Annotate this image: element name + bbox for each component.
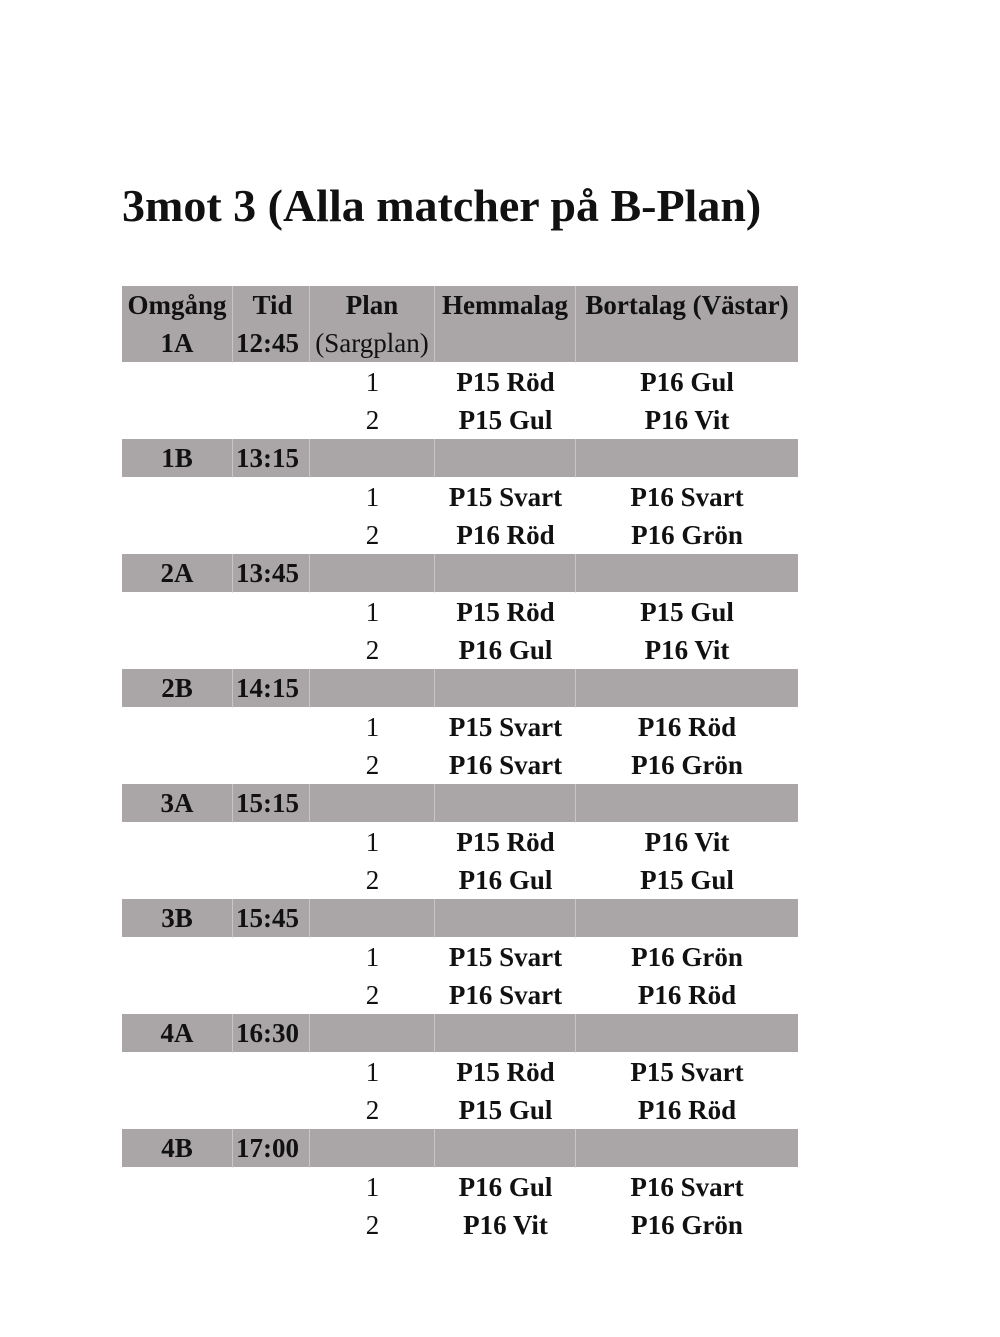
match-row xyxy=(122,746,798,784)
round-home-empty xyxy=(435,554,576,593)
match-row xyxy=(122,1206,798,1244)
match-tid-empty xyxy=(233,1053,310,1091)
round-away-empty xyxy=(576,784,798,823)
match-row xyxy=(122,1091,798,1129)
round-tid: 12:45 xyxy=(233,324,310,363)
round-away-empty xyxy=(576,1014,798,1053)
round-tid: 14:15 xyxy=(233,669,310,708)
match-away-team: P16 Vit xyxy=(644,827,730,857)
round-home-empty xyxy=(435,899,576,938)
match-omgang-empty xyxy=(122,1168,233,1206)
match-row xyxy=(122,401,798,439)
match-tid-empty xyxy=(233,478,310,516)
round-tid: 16:30 xyxy=(233,1014,310,1053)
round-home-empty xyxy=(435,669,576,708)
match-tid-empty xyxy=(233,823,310,861)
match-plan: 2 xyxy=(365,520,380,550)
match-omgang-empty xyxy=(122,823,233,861)
round-omgang: 3B xyxy=(122,899,233,938)
match-away-team: P16 Grön xyxy=(631,942,743,972)
match-home-team: P16 Gul xyxy=(458,1172,553,1202)
round-plan-note xyxy=(310,784,435,823)
match-away-team: P16 Röd xyxy=(637,1095,737,1125)
match-away-team: P16 Grön xyxy=(631,750,743,780)
match-home-team: P16 Vit xyxy=(463,1210,548,1240)
header-hemmalag: Hemmalag xyxy=(435,286,576,324)
match-omgang-empty xyxy=(122,976,233,1014)
match-away-team: P16 Vit xyxy=(644,635,730,665)
match-tid-empty xyxy=(233,708,310,746)
page-title: 3mot 3 (Alla matcher på B-Plan) xyxy=(122,180,762,231)
round-row xyxy=(122,1129,798,1168)
round-plan-note: (Sargplan) xyxy=(310,324,435,363)
match-row xyxy=(122,1053,798,1091)
match-home-team: P16 Röd xyxy=(456,520,555,550)
match-omgang-empty xyxy=(122,1053,233,1091)
match-home-team: P15 Svart xyxy=(448,942,563,972)
round-omgang: 3A xyxy=(122,784,233,823)
header-tid: Tid xyxy=(233,286,310,324)
round-omgang: 2B xyxy=(122,669,233,708)
match-omgang-empty xyxy=(122,631,233,669)
match-tid-empty xyxy=(233,593,310,631)
schedule-body xyxy=(122,286,798,1244)
match-away-team: P15 Svart xyxy=(630,1057,744,1087)
match-plan: 2 xyxy=(365,980,380,1010)
match-home-team: P15 Röd xyxy=(456,597,555,627)
match-plan: 2 xyxy=(365,405,380,435)
match-home-team: P15 Gul xyxy=(458,405,553,435)
match-away-team: P16 Röd xyxy=(637,980,737,1010)
round-tid: 13:15 xyxy=(233,439,310,478)
match-plan: 2 xyxy=(365,635,380,665)
round-tid: 15:45 xyxy=(233,899,310,938)
match-omgang-empty xyxy=(122,478,233,516)
round-home-empty xyxy=(435,439,576,478)
match-home-team: P15 Gul xyxy=(458,1095,553,1125)
round-omgang: 1A xyxy=(122,324,233,363)
round-tid: 13:45 xyxy=(233,554,310,593)
round-away-empty xyxy=(576,899,798,938)
header-omgang: Omgång xyxy=(122,286,233,324)
match-tid-empty xyxy=(233,746,310,784)
schedule-table xyxy=(122,286,798,1244)
round-away-empty xyxy=(576,1129,798,1168)
match-plan: 2 xyxy=(365,865,380,895)
match-away-team: P15 Gul xyxy=(640,865,734,895)
round-row xyxy=(122,899,798,938)
match-plan: 2 xyxy=(365,1210,380,1240)
round-omgang: 4A xyxy=(122,1014,233,1053)
match-home-team: P15 Röd xyxy=(456,1057,555,1087)
match-away-team: P16 Grön xyxy=(631,1210,743,1240)
match-plan: 1 xyxy=(365,597,380,627)
match-plan: 2 xyxy=(365,1095,380,1125)
round-plan-note xyxy=(310,669,435,708)
round-home-empty xyxy=(435,784,576,823)
match-away-team: P16 Svart xyxy=(630,1172,744,1202)
round-plan-note xyxy=(310,1129,435,1168)
round-away-empty xyxy=(576,439,798,478)
match-home-team: P16 Svart xyxy=(448,750,563,780)
round-omgang: 4B xyxy=(122,1129,233,1168)
match-omgang-empty xyxy=(122,861,233,899)
round-away-empty xyxy=(576,554,798,593)
match-row xyxy=(122,861,798,899)
match-home-team: P15 Svart xyxy=(448,712,563,742)
round-omgang: 1B xyxy=(122,439,233,478)
header-row xyxy=(122,286,798,324)
match-away-team: P16 Grön xyxy=(631,520,743,550)
round-row xyxy=(122,554,798,593)
round-row xyxy=(122,439,798,478)
match-omgang-empty xyxy=(122,1091,233,1129)
match-home-team: P15 Svart xyxy=(448,482,563,512)
match-away-team: P16 Gul xyxy=(640,367,734,397)
match-omgang-empty xyxy=(122,746,233,784)
match-omgang-empty xyxy=(122,1206,233,1244)
match-home-team: P15 Röd xyxy=(456,827,555,857)
match-row xyxy=(122,478,798,516)
match-plan: 1 xyxy=(365,1172,380,1202)
match-home-team: P16 Gul xyxy=(458,865,553,895)
round-away-empty xyxy=(576,324,798,363)
match-plan: 1 xyxy=(365,482,380,512)
match-omgang-empty xyxy=(122,938,233,976)
match-away-team: P15 Gul xyxy=(640,597,734,627)
round-home-empty xyxy=(435,1014,576,1053)
match-row xyxy=(122,516,798,554)
match-tid-empty xyxy=(233,861,310,899)
round-omgang: 2A xyxy=(122,554,233,593)
match-row xyxy=(122,708,798,746)
match-plan: 1 xyxy=(365,712,380,742)
match-omgang-empty xyxy=(122,363,233,401)
match-away-team: P16 Svart xyxy=(630,482,744,512)
match-plan: 2 xyxy=(365,750,380,780)
match-tid-empty xyxy=(233,516,310,554)
round-row xyxy=(122,1014,798,1053)
round-row xyxy=(122,784,798,823)
match-tid-empty xyxy=(233,631,310,669)
match-home-team: P15 Röd xyxy=(456,367,555,397)
round-plan-note xyxy=(310,1014,435,1053)
match-tid-empty xyxy=(233,401,310,439)
match-omgang-empty xyxy=(122,708,233,746)
match-tid-empty xyxy=(233,363,310,401)
round-home-empty xyxy=(435,324,576,363)
round-plan-note xyxy=(310,899,435,938)
match-omgang-empty xyxy=(122,401,233,439)
match-row xyxy=(122,938,798,976)
round-row xyxy=(122,324,798,363)
header-bortalag: Bortalag (Västar) xyxy=(576,286,798,324)
round-home-empty xyxy=(435,1129,576,1168)
match-tid-empty xyxy=(233,976,310,1014)
match-tid-empty xyxy=(233,1168,310,1206)
match-home-team: P16 Gul xyxy=(458,635,553,665)
round-tid: 17:00 xyxy=(233,1129,310,1168)
match-row xyxy=(122,1168,798,1206)
match-plan: 1 xyxy=(365,1057,380,1087)
match-plan: 1 xyxy=(365,367,380,397)
match-row xyxy=(122,363,798,401)
round-plan-note xyxy=(310,554,435,593)
match-tid-empty xyxy=(233,938,310,976)
round-tid: 15:15 xyxy=(233,784,310,823)
round-row xyxy=(122,669,798,708)
round-away-empty xyxy=(576,669,798,708)
match-row xyxy=(122,631,798,669)
match-tid-empty xyxy=(233,1206,310,1244)
match-plan: 1 xyxy=(365,827,380,857)
header-plan: Plan xyxy=(310,286,435,324)
round-plan-note xyxy=(310,439,435,478)
match-row xyxy=(122,976,798,1014)
match-omgang-empty xyxy=(122,593,233,631)
match-tid-empty xyxy=(233,1091,310,1129)
match-plan: 1 xyxy=(365,942,380,972)
match-away-team: P16 Röd xyxy=(637,712,737,742)
match-omgang-empty xyxy=(122,516,233,554)
match-row xyxy=(122,823,798,861)
match-away-team: P16 Vit xyxy=(644,405,730,435)
match-row xyxy=(122,593,798,631)
match-home-team: P16 Svart xyxy=(448,980,563,1010)
